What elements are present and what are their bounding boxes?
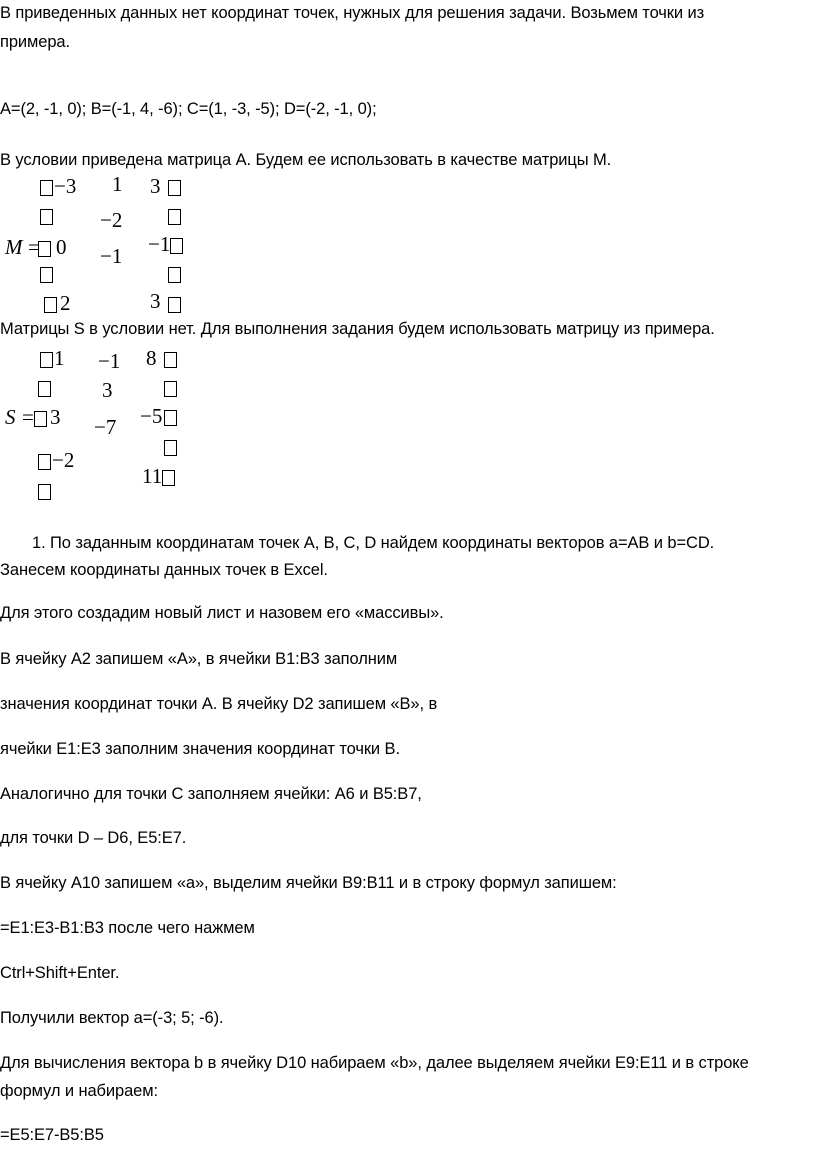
matrix-s-eq: = [22,405,34,429]
para-a2: В ячейку A2 запишем «А», в ячейки B1:B3 заполним [0,650,398,668]
matrix-m-cell: 0 [56,235,67,259]
matrix-s-cell: 3 [50,405,61,429]
matrix-s-cell: 1 [54,346,65,370]
matrix-s-name: S [5,405,16,429]
para-coords: значения координат точки A. В ячейку D2 запишем «В», в [0,695,438,713]
para-d: для точки D – D6, E5:E7. [0,829,187,847]
para-a10: В ячейку A10 запишем «а», выделим ячейки B9:B11 и в строку формул запишем: [0,874,617,892]
matrix-s-cell: −2 [52,448,75,472]
matrix-s-cell: 3 [102,378,113,402]
matrix-s-cell: −5 [140,404,163,428]
matrix-s-cell: 11 [142,464,163,488]
matrix-m-cell: −1 [148,232,171,256]
bracket-glyph-icon [168,203,181,227]
bracket-glyph-icon [164,346,177,370]
matrix-s-cell: −1 [98,349,121,373]
para-keys: Ctrl+Shift+Enter. [0,964,120,982]
para-c: Аналогично для точки C заполняем ячейки: A6 и B5:B7, [0,785,422,803]
para-result: Получили вектор а=(-3; 5; -6). [0,1009,224,1027]
bracket-glyph-icon [40,174,53,198]
matrix-m-name: M [5,235,23,259]
bracket-glyph-icon [170,232,183,256]
matrix-m-cell: 2 [60,291,71,315]
para-b-line-2: формул и набираем: [0,1082,158,1100]
bracket-glyph-icon [40,346,53,370]
bracket-glyph-icon [38,235,51,259]
matrix-m-cell: −2 [100,208,123,232]
step1-line-1: 1. По заданным координатам точек A, B, C, D найдем координаты векторов a=AB и b=CD. [32,534,715,552]
matrix-m-cell: −1 [100,244,123,268]
matrix-m-cell: 3 [150,174,161,198]
matrix-m-cell: −3 [54,174,77,198]
step1-line-2: Занесем координаты данных точек в Excel. [0,561,328,579]
para-formula-1: =E1:E3-B1:B3 после чего нажмем [0,919,255,937]
para-b-line-1: Для вычисления вектора b в ячейку D10 набираем «b», далее выделяем ячейки E9:E11 и в строке [0,1054,749,1072]
matrix-m-cell: 3 [150,289,161,313]
bracket-glyph-icon [38,448,51,472]
bracket-glyph-icon [168,261,181,285]
para-sheet: Для этого создадим новый лист и назовем его «массивы». [0,604,444,622]
bracket-glyph-icon [168,291,181,315]
bracket-glyph-icon [34,405,47,429]
bracket-glyph-icon [44,291,57,315]
bracket-glyph-icon [168,174,181,198]
matrix-m-cell: 1 [112,172,123,196]
matrix-s-intro: Матрицы S в условии нет. Для выполнения задания будем использовать матрицу из примера. [0,320,715,338]
points-line: A=(2, -1, 0); B=(-1, 4, -6); C=(1, -3, -5); D=(-2, -1, 0); [0,100,377,118]
bracket-glyph-icon [164,375,177,399]
para-formula-2: =E5:E7-B5:B5 [0,1126,104,1144]
bracket-glyph-icon [164,404,177,428]
matrix-s-cell: 8 [146,346,157,370]
bracket-glyph-icon [162,464,175,488]
matrix-m-eq: = [28,235,40,259]
bracket-glyph-icon [38,375,51,399]
bracket-glyph-icon [38,478,51,502]
bracket-glyph-icon [40,203,53,227]
matrix-m-intro: В условии приведена матрица A. Будем ее использовать в качестве матрицы M. [0,151,612,169]
bracket-glyph-icon [164,434,177,458]
bracket-glyph-icon [40,261,53,285]
para-e1: ячейки E1:E3 заполним значения координат точки B. [0,740,400,758]
matrix-s-cell: −7 [94,415,117,439]
intro-line-1: В приведенных данных нет координат точек, нужных для решения задачи. Возьмем точки из [0,4,705,22]
intro-line-2: примера. [0,33,70,51]
